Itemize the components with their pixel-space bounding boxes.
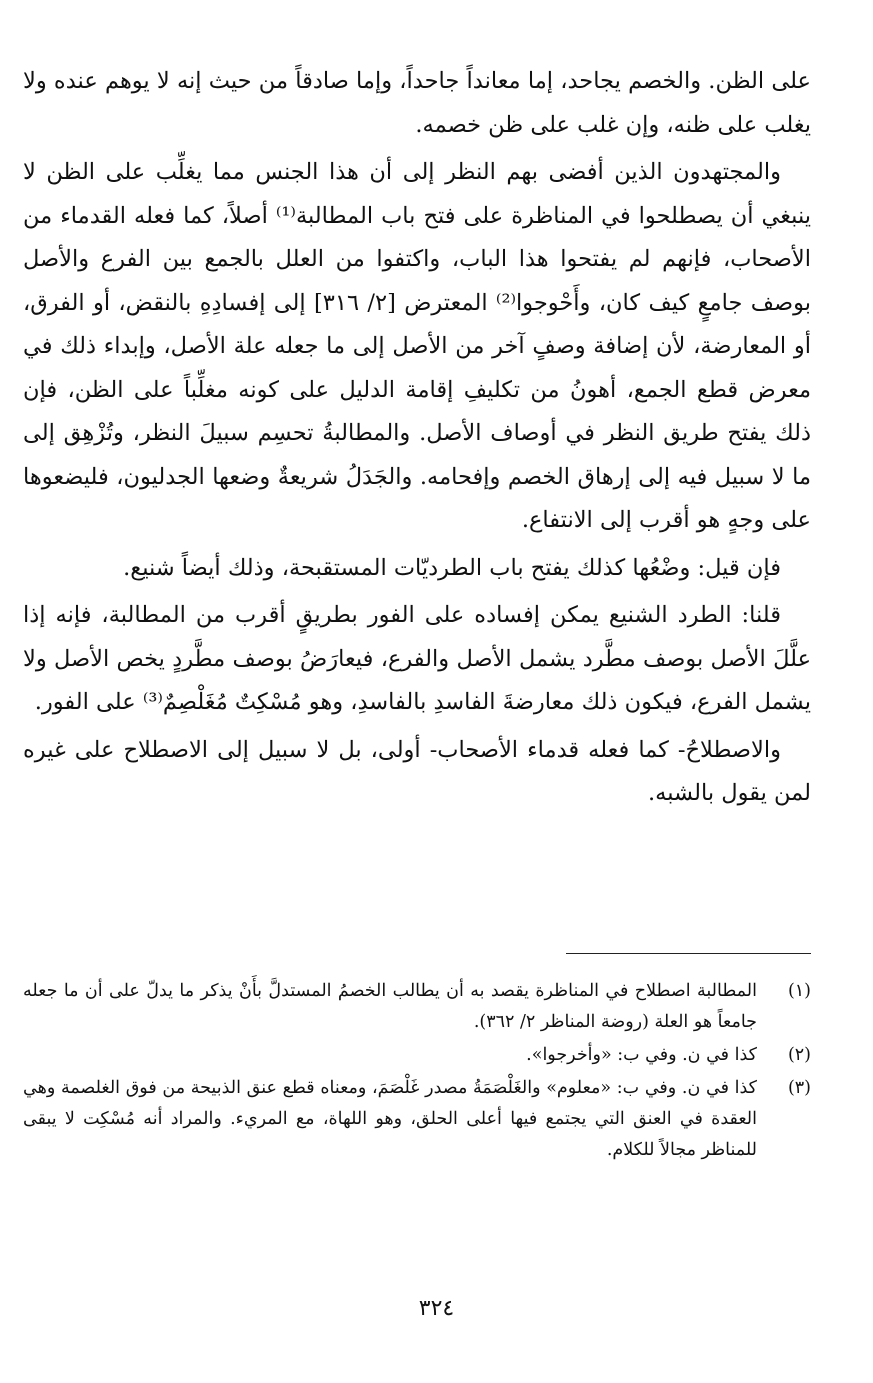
page-number: ٣٢٤ (418, 1296, 455, 1321)
paragraph-4: قلنا: الطرد الشنيع يمكن إفساده على الفور بطريقٍ أقرب من المطالبة، فإنه إذا علَّلَ الأصل بوصف مطَّرد يشمل الأصل والفرع، فيعارَضُ بوصف مطَّردٍ يخص الأصل ولا يشمل الفرع، فيكون ذلك معارضةَ الفاسدِ بالفاسدِ، وهو مُسْكِتٌ مُغَلْصِمٌ⁽³⁾ على الفور. (23, 602, 811, 715)
footnote-separator (566, 953, 811, 954)
footnote-text: كذا في ن. وفي ب: «معلوم» والغَلْصَمَةُ مصدر غَلْصَمَ، ومعناه قطع عنق الذبيحة من فوق الغلصمة وهي العقدة في العنق التي يجتمع فيها أعلى الحلق، وهو اللهاة، مع المريء. والمراد أنه مُسْكِت لا يبقى للمناظر مجالاً للكلام. (23, 1078, 757, 1160)
paragraph-2: والمجتهدون الذين أفضى بهم النظر إلى أن هذا الجنس مما يغلِّب على الظن لا ينبغي أن يصطلحوا في المناظرة على فتح باب المطالبة⁽¹⁾ أصلاً، كما فعله القدماء من الأصحاب، فإنهم لم يفتحوا هذا الباب، واكتفوا من العلل بالجمع بين الفرع والأصل بوصف جامعٍ كيف كان، وأَحْوجوا⁽²⁾ المعترض [٢/ ٣١٦] إلى إفسادِهِ بالنقض، أو الفرق، أو المعارضة، لأن إضافة وصفٍ آخر من الأصل إلى ما جعله علة الأصل، وإبداء ذلك في معرض قطع الجمع، أهونُ من تكليفِ إقامة الدليل على كونه مغلِّباً على الظن، فإن ذلك يفتح طريق النظر في أوصاف الأصل. والمطالبةُ تحسِم سبيلَ النظر، وتُزْهِق إلى ما لا سبيل فيه إلى إرهاق الخصم وإفحامه. والجَدَلُ شريعةٌ وضعها الجدليون، فليضعوها على وجهٍ هو أقرب إلى الانتفاع. (23, 159, 811, 533)
paragraph-5: والاصطلاحُ- كما فعله قدماء الأصحاب- أولى، بل لا سبيل إلى الاصطلاح على غيره لمن يقول بالشبه. (23, 736, 811, 806)
footnote-text: كذا في ن. وفي ب: «وأخرجوا». (526, 1045, 757, 1065)
footnote-2 (23, 1040, 811, 1071)
paragraph-1: على الظن. والخصم يجاحد، إما معانداً جاحداً، وإما صادقاً من حيث إنه لا يوهم عنده ولا يغلب على ظنه، وإن غلب على ظن خصمه. (23, 68, 811, 138)
main-text (23, 60, 811, 820)
paragraph-3: فإن قيل: وضْعُها كذلك يفتح باب الطرديّات المستقبحة، وذلك أيضاً شنيع. (123, 554, 781, 581)
footnote-number: (٢) (787, 1045, 811, 1065)
footnote-3 (23, 1073, 811, 1166)
footnote-number: (١) (787, 981, 811, 1001)
footnotes (23, 976, 811, 1168)
footnote-number: (٣) (787, 1078, 811, 1098)
footnote-text: المطالبة اصطلاح في المناظرة يقصد به أن يطالب الخصمُ المستدلَّ بأَنْ يذكر ما يدلّ على أن ما جعله جامعاً هو العلة (روضة المناظر ٢/ ٣٦٢). (23, 981, 757, 1032)
footnote-1 (23, 976, 811, 1038)
